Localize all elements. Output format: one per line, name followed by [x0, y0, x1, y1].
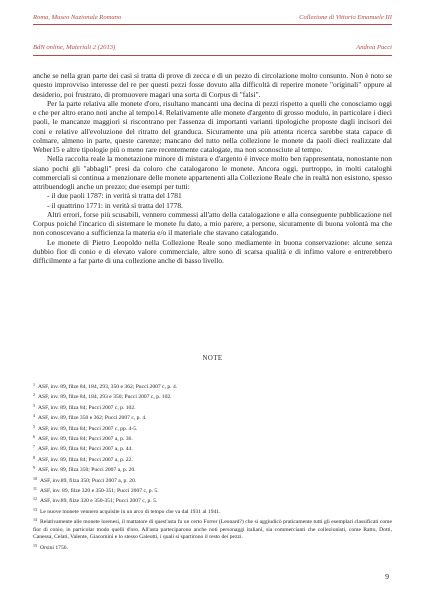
- paragraph-2: Per la parte relativa alle monete d'oro, risultano mancanti una decina di pezzi rispetto a quelli che conosciamo oggi e che per altro erano noti anche al tempo14. Relativamente alle monete d'argento di grosso modulo, in particolare i dieci paoli, le mancanze maggiori si riscontrano per l'assenza di importanti varianti tipologiche proposte dagli incisori dei coni e relative all'evoluzione del ritratto del granduca. Sicuramente una più attenta ricerca sarebbe stata capace di colmare, almeno in parte, queste carenze; mancano del tutto nella collezione le monete da paoli dieci realizzate dal Weber15 e altre tipologie più o meno rare recentemente catalogate, ma non sconosciute al tempo.: [33, 98, 392, 154]
- footnote: $^1$ ASF, inv. 89, filze 84, 184, 293, 350 e 362; Pucci 2007 c, p. 4.: [33, 382, 178, 390]
- header-collection: Collezione di Vittorio Emanuele III: [299, 14, 392, 21]
- header-author: Andrea Pucci: [356, 44, 392, 51]
- footnote: $^5$ ASF, inv. 89, filza 84; Pucci 2007 c, pp. 4-5.: [33, 423, 138, 432]
- example-item-1: - il due paoli 1787: in verità si tratta del 1781: [47, 191, 182, 201]
- footnote: $^8$ ASF, inv. 89, filza 84; Pucci 2007 a, p. 22.: [33, 454, 133, 463]
- footnote: $^{12}$ ASF, inv.89, filze 320 e 350-351; Pucci 2007 c, p. 5.: [33, 496, 158, 505]
- paragraph-4: Altri errori, forse più scusabili, vennero commessi all'atto della catalogazione e alla conseguente pubblicazione nel Corpus poiché l'incarico di sistemare le monete fu dato, a mio parere, a persone, sicuramente di buona volontà ma che non conoscevano a sufficienza la materia e/o il materiale che stavano catalogando.: [33, 209, 392, 238]
- footnote: $^{14}$ Relativamente alle monete lorenesi, il mattatore di quest'asta fu un certo Forrer (Leonard?) che si aggiudicò praticamente tutti gli esemplari classificati come fior di conio, in particolar modo quelli d'oro. All'asta parteciparono anche noti personaggi italiani, sia commercianti che collezionisti, come Ratto, Dotti, Canessa, Celati, Valente, Giacomini e lo stesso Galeotti, i quali si spartirono il resto dei pezzi.: [33, 517, 392, 541]
- footnote: $^2$ ASF, inv. 89, filze 84, 184, 293 e 350; Pucci 2007 c, p. 102.: [33, 392, 172, 401]
- notes-heading: NOTE: [202, 355, 223, 362]
- page-number: 9: [385, 572, 389, 581]
- paragraph-1: anche se nella gran parte dei casi si tratta di prove di zecca e di un pezzo di circolazione molto consunto. Non è noto se questo improvviso interesse del re per questi pezzi fosse dovuto alla difficoltà di reperire monete "originali" oppure al desiderio, poi frustrato, di promuovere magari una sorta di Corpus di "falsi".: [33, 71, 392, 99]
- footnote: $^4$ ASF, inv. 89, filze 350 e 362; Pucci 2007 c, p. 4.: [33, 413, 147, 422]
- footnotes-list: [33, 381, 392, 552]
- paragraph-5: Le monete di Pietro Leopoldo nella Collezione Reale sono mediamente in buona conservazione: alcune senza dubbio fior di conio e di elevato valore commerciale, altre sono di scarsa qualità e di infimo valore e entrerebbero difficilmente a far parte di una collezione anche di basso livello.: [33, 237, 392, 265]
- running-header-top: [33, 14, 392, 21]
- footnote: $^{15}$ Orsini 1756.: [33, 542, 68, 551]
- running-header-bottom: [33, 44, 392, 51]
- footnote: $^{10}$ ASF, inv.89, filza 350; Pucci 2007 a, p. 20.: [33, 475, 137, 484]
- header-rule-bottom: [33, 55, 392, 56]
- example-item-2: - il quattrino 1771: in verità si tratta del 1778.: [47, 200, 183, 210]
- header-journal: BdN online, Materiali 2 (2013): [33, 44, 116, 51]
- paragraph-3: Nella raccolta reale la monetazione minore di mistura e d'argento è invece molto ben rappresentata, nonostante non siano pochi gli "abbagli" presi da coloro che catalogarono le monete. Ancora oggi, purtroppo, in molti cataloghi commerciali si continua a menzionare delle monete appartenenti alla Collezione Reale che in realtà non esistono, spesso attribuendogli anche un prezzo; due esempi per tutti:: [33, 154, 392, 191]
- footnote: $^7$ ASF, inv. 89, filza 84; Pucci 2007 a, p. 44.: [33, 444, 133, 453]
- example-list: [33, 191, 392, 210]
- header-museum: Roma, Museo Nazionale Romano: [33, 14, 122, 21]
- footnote: $^6$ ASF, inv. 89, filza 84; Pucci 2007 a, p. 36.: [33, 434, 133, 443]
- footnote: $^9$ ASF, inv. 89, filza 350; Pucci 2007 a, p. 20.: [33, 465, 136, 474]
- header-rule-top: [33, 24, 392, 25]
- body-text: [33, 71, 392, 265]
- footnote: $^{13}$ Le nuove monete vennero acquisite in un arco di tempo che va dal 1931 al 1941.: [33, 506, 221, 515]
- footnote: $^3$ ASF, inv. 89, filza 84; Pucci 2007 c, p. 102.: [33, 402, 136, 411]
- footnote: $^{11}$ ASF, inv. 89, filze 320 e 350-351; Pucci 2007 c, p. 5.: [33, 486, 159, 495]
